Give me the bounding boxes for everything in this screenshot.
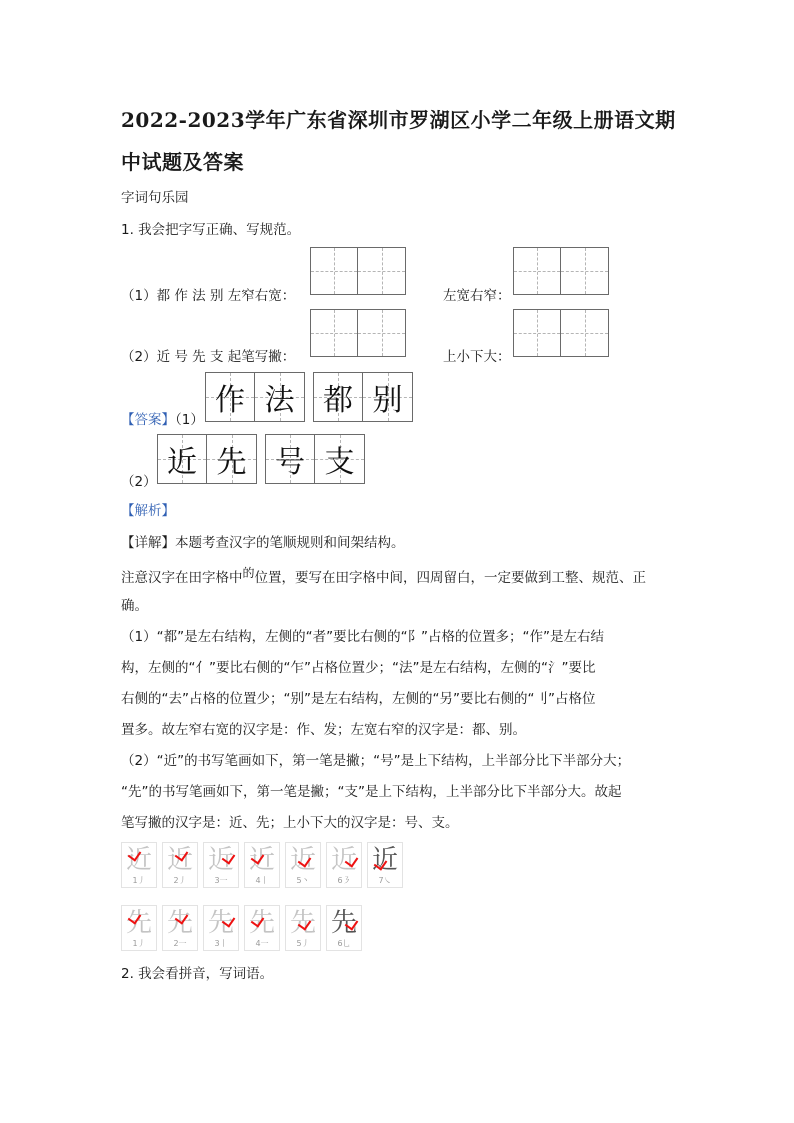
tian-cell <box>265 434 315 484</box>
page-title: 2022-2023学年广东省深圳市罗湖区小学二年级上册语文期 <box>121 108 676 132</box>
stroke-step-label: 4丨 <box>255 876 269 885</box>
detail-line <box>121 531 405 551</box>
stroke-step-label: 3丨 <box>214 939 228 948</box>
stroke-step-label: 6乚 <box>337 939 351 948</box>
stroke-order-xian <box>121 905 362 951</box>
answer-char: 别 <box>372 383 403 418</box>
question-2-stem: 2. 我会看拼音，写词语。 <box>121 966 274 982</box>
q1-row2-right-label: 上小下大： <box>443 349 511 365</box>
answer-row1-grid-right <box>313 372 413 422</box>
answer-char: 都 <box>323 383 353 418</box>
analysis-tag: 【解析】 <box>121 503 175 519</box>
section-heading: 字词句乐园 <box>121 190 189 206</box>
stroke-glyph: 近 <box>166 845 193 875</box>
tian-cell[interactable] <box>310 247 358 295</box>
stroke-step-label: 2丿 <box>173 876 187 885</box>
stroke-glyph: 先 <box>289 908 316 938</box>
answer-row1-grid-left <box>205 372 305 422</box>
q1-row2-grid-left[interactable] <box>310 309 406 357</box>
q1-row2-grid-right[interactable] <box>513 309 609 357</box>
analysis-para1-line1 <box>121 566 646 586</box>
q1-row1-grid-left[interactable] <box>310 247 406 295</box>
answer-part-2: （2） <box>121 474 157 490</box>
tian-cell[interactable] <box>561 309 609 357</box>
stroke-step-tile <box>244 842 280 888</box>
question-1-stem: 1. 我会把字写正确、写规范。 <box>121 222 301 238</box>
stroke-step-tile <box>285 842 321 888</box>
stroke-step-tile <box>244 905 280 951</box>
stroke-step-label: 1丿 <box>132 876 146 885</box>
detail-tag: 【详解】 <box>121 535 175 551</box>
answer-char: 号 <box>275 445 305 480</box>
q1-row1-right-label: 左宽右窄： <box>443 288 511 304</box>
stroke-glyph: 先 <box>166 908 193 938</box>
stroke-step-label: 7㇏ <box>378 876 392 885</box>
stroke-step-label: 1丿 <box>132 939 146 948</box>
para1-seg-c: 位置，要写在田字格中间，四周留白，一定要做到工整、规范、正 <box>254 570 647 586</box>
answer-row2-grid-left <box>157 434 257 484</box>
stroke-step-tile <box>203 905 239 951</box>
answer-tag: 【答案】 <box>121 412 175 428</box>
stroke-step-tile <box>121 905 157 951</box>
tian-cell <box>255 372 305 422</box>
analysis-para3-line2: “先”的书写笔画如下，第一笔是撇；“支”是上下结构，上半部分比下半部分大。故起 <box>121 784 622 800</box>
stroke-step-label: 5丿 <box>296 939 310 948</box>
q1-row2-label: （2）近 号 先 支 起笔写撇： <box>121 349 296 365</box>
tian-cell[interactable] <box>513 247 561 295</box>
answer-part-1: （1） <box>175 412 204 428</box>
tian-cell <box>157 434 207 484</box>
tian-cell[interactable] <box>310 309 358 357</box>
tian-cell[interactable] <box>358 309 406 357</box>
stroke-step-tile <box>367 842 403 888</box>
stroke-glyph: 近 <box>330 845 357 875</box>
analysis-para2-line3: 右侧的“去”占格的位置少；“别”是左右结构，左侧的“另”要比右侧的“刂”占格位 <box>121 691 596 707</box>
q1-row1-grid-right[interactable] <box>513 247 609 295</box>
stroke-step-tile <box>203 842 239 888</box>
page-title-line2: 中试题及答案 <box>121 150 244 174</box>
stroke-step-label: 4一 <box>255 939 269 948</box>
answer-char: 法 <box>264 383 295 418</box>
stroke-glyph: 先 <box>248 908 275 938</box>
analysis-para3-line1: （2）“近”的书写笔画如下，第一笔是撇；“号”是上下结构，上半部分比下半部分大； <box>121 753 631 769</box>
stroke-step-tile <box>326 842 362 888</box>
stroke-step-tile <box>285 905 321 951</box>
stroke-order-jin <box>121 842 403 888</box>
analysis-para2-line4: 置多。故左窄右宽的汉字是：作、发；左宽右窄的汉字是：都、别。 <box>121 722 526 738</box>
answer-char: 近 <box>167 445 197 480</box>
para1-seg-b: 的 <box>242 566 255 580</box>
stroke-glyph: 近 <box>289 845 316 875</box>
para1-seg-a: 注意汉字在田字格中 <box>121 570 243 586</box>
stroke-glyph: 近 <box>125 845 152 875</box>
analysis-para3-line3: 笔写撇的汉字是：近、先；上小下大的汉字是：号、支。 <box>121 815 459 831</box>
tian-cell <box>207 434 257 484</box>
answer-row2-grid-right <box>265 434 365 484</box>
stroke-step-tile <box>121 842 157 888</box>
stroke-step-tile <box>326 905 362 951</box>
stroke-step-tile <box>162 842 198 888</box>
tian-cell <box>313 372 363 422</box>
stroke-glyph: 先 <box>207 908 234 938</box>
tian-cell[interactable] <box>358 247 406 295</box>
tian-cell <box>315 434 365 484</box>
analysis-para2-line1: （1）“都”是左右结构，左侧的“者”要比右侧的“阝”占格的位置多；“作”是左右结 <box>121 629 605 645</box>
stroke-glyph: 近 <box>248 845 275 875</box>
stroke-step-label: 2一 <box>173 939 187 948</box>
detail-text: 本题考查汉字的笔顺规则和间架结构。 <box>175 535 405 551</box>
tian-cell[interactable] <box>561 247 609 295</box>
stroke-step-tile <box>162 905 198 951</box>
analysis-para2-line2: 构，左侧的“亻”要比右侧的“乍”占格位置少；“法”是左右结构，左侧的“氵”要比 <box>121 660 596 676</box>
stroke-glyph: 先 <box>330 908 357 938</box>
analysis-para1-line2: 确。 <box>121 598 148 614</box>
answer-char: 先 <box>216 445 247 480</box>
stroke-step-label: 3一 <box>214 876 228 885</box>
tian-cell <box>363 372 413 422</box>
q1-row1-label: （1）都 作 法 别 左窄右宽： <box>121 288 296 304</box>
stroke-glyph: 近 <box>371 845 398 875</box>
tian-cell[interactable] <box>513 309 561 357</box>
tian-cell <box>205 372 255 422</box>
stroke-step-label: 6㇋ <box>337 876 351 885</box>
stroke-glyph: 近 <box>207 845 234 875</box>
answer-char: 作 <box>215 383 245 418</box>
answer-char: 支 <box>324 445 355 480</box>
stroke-glyph: 先 <box>125 908 152 938</box>
stroke-step-label: 5丶 <box>296 876 310 885</box>
